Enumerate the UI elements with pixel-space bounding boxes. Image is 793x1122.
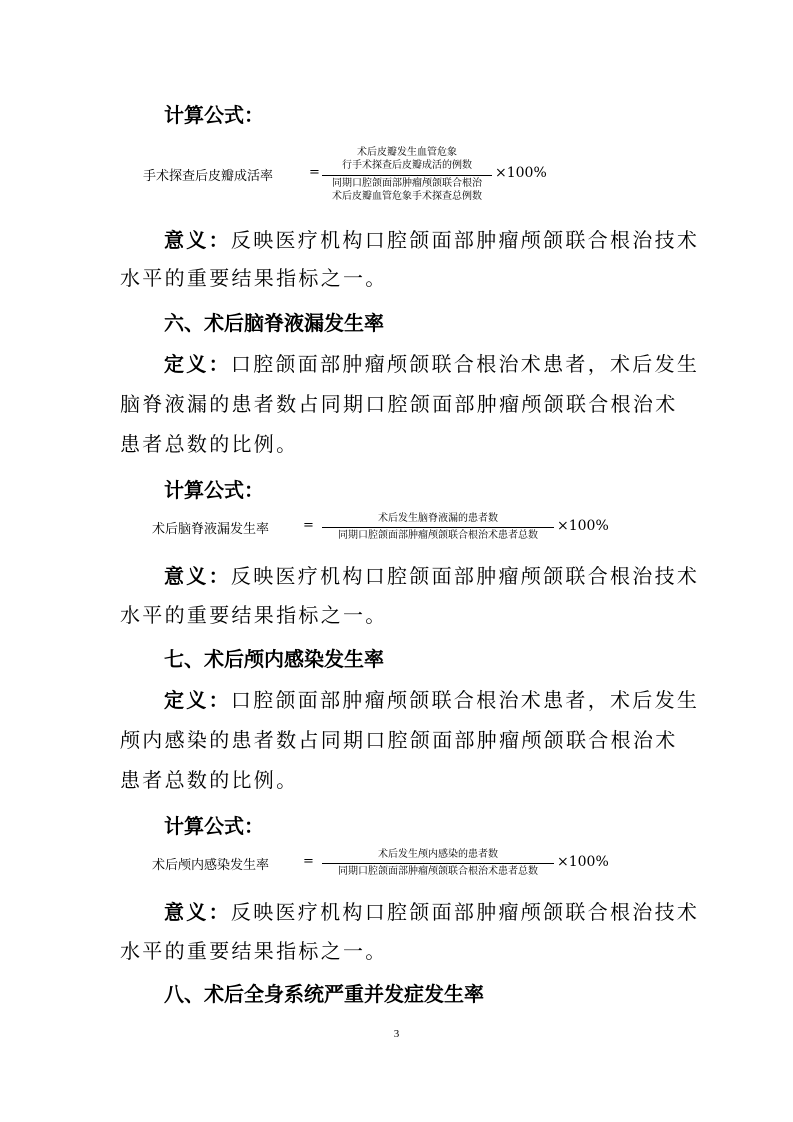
formula-numerator xyxy=(322,848,554,861)
formula-multiplier: ×100% xyxy=(495,165,547,181)
definition-paragraph-line: 脑脊液漏的患者数占同期口腔颌面部肿瘤颅颌联合根治术 xyxy=(120,392,678,416)
meaning-label: 意义： xyxy=(164,564,231,588)
definition-paragraph-line: 颅内感染的患者数占同期口腔颌面部肿瘤颅颌联合根治术 xyxy=(120,728,678,752)
definition-paragraph-line xyxy=(164,348,700,377)
formula-denominator-line2: 术后皮瓣血管危象手术探查总例数 xyxy=(332,191,482,202)
meaning-text: 反映医疗机构口腔颌面部肿瘤颅颌联合根治技术 xyxy=(230,900,700,924)
formula-denominator-text: 同期口腔颌面部肿瘤颅颌联合根治术患者总数 xyxy=(338,530,538,541)
formula-equals: = xyxy=(303,518,314,533)
formula-denominator xyxy=(322,529,554,542)
formula-label: 计算公式： xyxy=(164,814,264,838)
meaning-label: 意义： xyxy=(164,900,231,924)
meaning-label: 意义： xyxy=(164,228,231,252)
formula-numerator xyxy=(322,512,554,525)
formula-numerator-text: 术后发生颅内感染的患者数 xyxy=(378,849,498,860)
meaning-paragraph-line xyxy=(164,224,700,253)
formula-equals: = xyxy=(303,854,314,869)
formula-label: 计算公式： xyxy=(164,103,264,127)
formula-equals: = xyxy=(309,165,320,180)
meaning-paragraph-line xyxy=(164,560,700,589)
formula-lhs: 术后颅内感染发生率 xyxy=(152,858,270,873)
section-heading-7: 七、术后颅内感染发生率 xyxy=(164,647,384,671)
definition-label: 定义： xyxy=(164,688,231,712)
meaning-text: 反映医疗机构口腔颌面部肿瘤颅颌联合根治技术 xyxy=(230,228,700,252)
definition-paragraph-line xyxy=(164,684,700,713)
formula-multiplier: ×100% xyxy=(557,854,609,870)
formula-lhs: 手术探查后皮瓣成活率 xyxy=(143,169,274,184)
formula-denominator xyxy=(322,865,554,878)
definition-text: 口腔颌面部肿瘤颅颌联合根治术患者，术后发生 xyxy=(230,352,700,376)
formula-denominator-text: 同期口腔颌面部肿瘤颅颌联合根治术患者总数 xyxy=(338,866,538,877)
formula-numerator-line1: 术后皮瓣发生血管危象 xyxy=(357,147,457,158)
formula-fraction xyxy=(322,146,492,172)
formula-denominator-line1: 同期口腔颌面部肿瘤颅颌联合根治 xyxy=(332,178,482,189)
meaning-paragraph-line: 水平的重要结果指标之一。 xyxy=(120,266,388,290)
section-heading-6: 六、术后脑脊液漏发生率 xyxy=(164,311,384,335)
definition-label: 定义： xyxy=(164,352,231,376)
formula-multiplier: ×100% xyxy=(557,518,609,534)
formula-denominator xyxy=(322,177,492,203)
fraction-bar xyxy=(322,175,492,176)
definition-paragraph-line: 患者总数的比例。 xyxy=(120,432,299,456)
meaning-paragraph-line xyxy=(164,896,700,925)
definition-text: 口腔颌面部肿瘤颅颌联合根治术患者，术后发生 xyxy=(230,688,700,712)
definition-paragraph-line: 患者总数的比例。 xyxy=(120,768,299,792)
page-number: 3 xyxy=(393,1028,400,1040)
formula-lhs: 术后脑脊液漏发生率 xyxy=(152,522,270,537)
fraction-bar xyxy=(322,863,554,864)
section-heading-8: 八、术后全身系统严重并发症发生率 xyxy=(164,982,484,1006)
meaning-text: 反映医疗机构口腔颌面部肿瘤颅颌联合根治技术 xyxy=(230,564,700,588)
formula-numerator-text: 术后发生脑脊液漏的患者数 xyxy=(378,513,498,524)
meaning-paragraph-line: 水平的重要结果指标之一。 xyxy=(120,939,388,963)
fraction-bar xyxy=(322,527,554,528)
formula-numerator-line2: 行手术探查后皮瓣成活的例数 xyxy=(342,160,472,171)
meaning-paragraph-line: 水平的重要结果指标之一。 xyxy=(120,603,388,627)
formula-label: 计算公式： xyxy=(164,478,264,502)
